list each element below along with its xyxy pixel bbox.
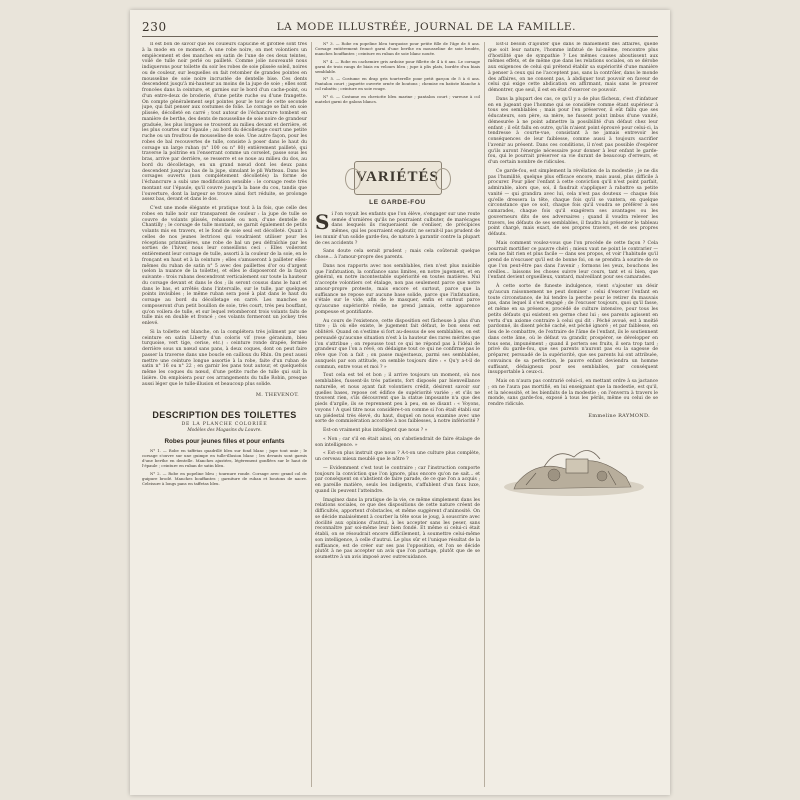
- toilette-description: N° 3. — Robe en popeline bleu turquoise pour petite fille de l'âge de 8 ans. Corsage entièrement froncé garni d'une berthe en mousseline de soie brodée, manches bouffantes ; ceinture en ruban de soie blanc nouée.: [315, 42, 480, 56]
- banner-text: VARIÉTÉS: [356, 169, 439, 186]
- article-paragraph: Dans nos rapports avec nos semblables, rien n'est plus nuisible que l'infatuation, la confiance sans limites, en notre jugement, et en général, en notre incontestable supériorité en toutes matières. Nul n'accepte volontiers cet étalage, non pas seulement parce que notre amour-propre proteste, mais encore et surtout, parce que la suffisance ne repose sur aucune base solide, parce que l'infatuation, s'étale sur le vide, afin de le masquer, enfin et surtout parce qu'aucune supériorité réelle, ne prend jamais, cette apparence pompeuse et pontifiante.: [315, 263, 480, 315]
- article-paragraph: Mais comment voulez-vous que l'on procède de cette façon ? Cela pourrait mortifier ce pauvre chéri ; mieux vaut ne point le contrarier — cela ne fait rien et plus facile — dans ses propos, et voir l'habitude qu'il prend de n'excuser qu'il est de bonne foi, on se prendra à sourire de ce que l'on peut-être pas dans l'avenir ; formons les yeux, bouchons les oreilles... laissons les choses suivre leur cours, tant et si bien, que l'enfant devient orgueilleux, vantard, malveillant pour ses camarades.: [488, 240, 658, 281]
- author-signature: M. THEVENOT.: [255, 392, 299, 399]
- article-paragraph: Dans la plupart des cas, ce qu'il y a de plus fâcheux, c'est d'infatuer en en jugeant que l'homme qui se considère comme étant supérieur à tous ses semblables ; mais pour l'en préserver, il eût fallu que ses éducateurs, son père, sa mère, ne fussent point imbus d'une vanité, démesurée à ne point admettre la possibilité d'un défaut chez leur enfant ; il eût fallu en outre, qu'ils n'aient point éprouvé pour celui-ci, la tendresse à courte-vue, consistant à ne jamais entrevoir les conséquences de leur faiblesse, comme aussi à toujours sacrifier l'avenir au présent. Dans ces conditions, il n'est pas possible d'espérer qu'ils auront l'énergie nécessaire pour donner à leur enfant le garde-fou, qui le pourrait préserver sa vie durant de beaucoup d'erreurs, et d'un certain nombre de ridicules.: [488, 96, 658, 165]
- column-divider: [311, 42, 312, 787]
- column-middle: [315, 42, 480, 792]
- section-title: DESCRIPTION DES TOILETTES: [152, 410, 297, 421]
- article-paragraph: — Evidemment c'est tout le contraire ; car l'instruction comporte toujours la conviction que l'on ignore, plus encore qu'on ne sait... et par conséquent on s'abstient de faire parade, de ce que l'on a acquis ; en pareille matière, seuls les indigents, s'affublent d'un faux luxe, quand ils peuvent l'atteindre.: [315, 465, 480, 494]
- article-paragraph: Imaginez dans la pratique de la vie, ce même simplement dans les relations sociales, ce que des dispositions de cette nature créent de difficultés, apportent d'obstacles, et même suggèrent d'animosité. On se décide malaisément à courber la tête sous le joug, à souscrire avec docilité aux opinions d'autrui, à les accepter sans les peser, sans reconnaître par soi-même leur bien fondé. Et même si celui-ci était établi, on se résoudrait encore difficilement, à soumettre celui-même son intelligence, à celle d'autrui. Le plus sûr et l'unique résultat de la suffisance, est de créer sur ses pas l'opposition, et l'on se décide plutôt à ne pas accepter un avis que l'on partage, plutôt que de se soumettre à un avis imposé avec outrecuidance.: [315, 497, 480, 561]
- toilette-description: N° 2. — Robe en popeline bleu ; tournure ronde. Corsage avec grand col de guipure brodé. Manches bouffantes ; garniture de ruban et boutons de nacre. Celeisure à longs pans en taffetas bleu.: [142, 470, 307, 486]
- drop-cap: S: [315, 209, 330, 234]
- article-paragraph: Est-il besoin d'ajouter que dans le maniement des affaires, quelle que soit leur nature, l'homme infatué de lui-même, rencontre plus d'hostilité que de sympathie ? Les mêmes causes aboutissent aux mêmes effets, et de même que dans les relations sociales, on se dérobe aux exigences de celui qui prétend établir sa supériorité d'une manière à penser à ceux qui ne l'acceptent pas, sans la contrôler, dans le monde des affaires, on ne consent pas, à abdiquer tout pouvoir en faveur de celui qui exige cette abdication en affirmant, mais sans le prouver démontrer, que seul, il est en état d'exercer ce pouvoir.: [488, 42, 658, 93]
- section-credit: Modèles des Magasins du Louvre.: [187, 428, 262, 434]
- article-paragraph: À cette sorte de funeste indulgence, vient s'ajouter un désir qu'aucun raisonnement ne peut dominer : celui d'exercer l'enfant en toute circonstance, de lui tendre la perche pour le retirer du mauvais pas, dans lequel il s'est engagé ; de l'excuser toujours, quoi qu'il fasse, et même en sa présence, procédé de culture intensive, pour tous les petits défauts qui existent en germe chez lui ; ses parents agissent en vertu d'un axiome contraire à celui qui dit : Péché avoué, est à moitié pardonné, ils disent péché caché, est péché ignoré ; et par faiblesse, en lieu de le combattre, de l'extraire de l'âme de l'enfant, ils le soutiennent dans cette âme, où le défaut va grandir, prospérer, se développer en tous sens, impunément ; quand il portera ses fruits, il sera trop tard ; privé du garde-fou, que ses parents n'auront pas eu la sagesse de préparer, persuadé de la supériorité, que ses parents lui ont attribuée, convaincu de sa perfection, le pauvre enfant deviendra un homme suffisant, dédaigneux pour ses semblables, par conséquent insupportable à ceux-ci.: [488, 284, 658, 376]
- article-paragraph: Tout cela est tel et bon ; il arrive toujours un moment, où nos semblables, fussent-ils très patients, fort disposés par bienveillance naturelle, et nous ayant fait volontiers crédit, désirent savoir sur quelles bases, repose cet édifice de supériorité variée ; et s'ils ne trouvent rien, s'ils découvrent que la statue imposante n'a que des pieds d'argile, ils se reprennent peu à peu, en se disant : « Voyons, voyons ! A quel titre nous considère-t-on comme si l'on était établi sur un piédestal très élevé, du haut, duquel on nous examine avec une sorte de commisération accordée à nos faiblesses, à notre infériorité ?: [315, 373, 480, 425]
- section-heading: Robes pour jeunes filles et pour enfants: [164, 438, 285, 446]
- toilette-description: N° 6. — Costume en cheviotte bleu marine ; pantalon court ; vareuse à col matelot garni de galons blancs.: [315, 94, 480, 105]
- column-right: [488, 42, 658, 792]
- page-header: [142, 18, 658, 37]
- article-paragraph: Est-on vraiment plus intelligent que nous ? »: [323, 428, 428, 434]
- toilette-description: N° 5. — Costume en drap gris tourterelle pour petit garçon de 5 à 6 ans. Pantalon court ; jaquette ouverte ornée de boutons ; chemise en batiste blanche à col rabattu ; ceinture en soie rouge.: [315, 76, 480, 92]
- varietes-banner: [354, 161, 442, 195]
- fashion-paragraph: Il est bon de savoir que les couleurs capucine et giroflée sont très à la mode en ce moment. A une robe noire, on met volontiers un empiècement et des manches en satin de l'une de ces deux teintes, voilé de tulle noir perlé ou pailleté. Comme jolie nouveauté nous indiquerons pour toilette du soir les robes de soie plissée soleil, noires ou de couleur, sur lesquelles on fait retomber de grandes pointes en mousseline de soie noire incrustée de dentelle bise. Ces dents descendent jusqu'à mi-hauteur au moins de la jupe de soie ; elles sont froncées dans la ceinture, et garnies sur le bord d'un cache-point, ou d'un entre-deux de broderie, d'une petite ruche ou d'une frangette. On compte généralement sept pointes pour le tour de cette seconde jupe, qui fait penser aux costumes de folie. Le corsage se fait en soie plissée, décolleté en carré ; tout autour de l'échancrure tombent en manière de berthe, des dents de mousseline de soie noire de grandeur graduée, les plus longues se trouvent au milieu devant et derrière, et les plus courtes sur l'épaule ; au bord du décolletage court une petite ruche ou un froufrou de mousseline de soie. Une autre façon, pour les robes de bal recouvertes de tulle, consiste à poser dans le haut du corsage un large ruban (n° 100 ou n° 80) entièrement pailleté, qui traverse la poitrine en l'enserrant comme un corselet, passe sous les bras, arrive par derrière, se resserre et se noue au milieu du dos, au bord du décolletage, en un grand nœud dont les deux pans descendent jusqu'au bas de la jupe, simulant le pli Watteau. Dans les corsages ouverts (non complètement décolletés) la forme de l'échancrure a subi une modification sensible : le corsage reste très montant sur l'épaule, qu'il couvre jusqu'à la base du cou, tandis que l'ouverture, dont la largeur se trouve ainsi fort réduite, se prolonge assez bas, devant et dans le dos.: [142, 42, 307, 203]
- article-paragraph: Ce garde-fou, est simplement la révélation de la modestie ; je ne dis pas l'humilité, quelque plus efficace encore, mais aussi, plus difficile à procurer. Pour plier l'enfant à cette conviction qu'il n'est point parfait, admirable, alors que, soi, il faudrait s'appliquer à rabattre sa petite vanité — qui grandira avec lui, cela n'est pas douteux — chaque fois qu'elle dressera la tête, chaque fois qu'il se vantera, en quelque circonstance que ce soit, chaque fois qu'il voudra se préférer à ses camarades, chaque fois qu'il exagérera ses avantages ou les gouverneurs dits de ses adversaires ; quand il voudra relever les travers, les défauts de ses semblables, il faudra lui présenter le tableau point chargé, mais exact, de ses propres travers, et de ses propres défauts.: [488, 168, 658, 237]
- article-paragraph: Au cours de l'existence, cette disposition est fâcheuse à plus d'un titre ; là où elle existe, le jugement fait défaut, le bon sens est oblitéré. Quand on s'estime si fort au-dessus de ses semblables, on est persuadé qu'aucune situation n'est à la hauteur des rares mérites que l'on s'attribue ; on repousse tout ce qui ne répond pas à l'idéal de grandeur que l'on a rêvé, on dédaigne tout ce qui ne confirme pas le rêve que l'on a fait ; on passe majestueux, parmi ses semblables, auxquels par son attitude, on semble toujours dire : « Qu'y a-t-il de commun, entre vous et moi ? »: [315, 318, 480, 370]
- article-paragraph: « Est-on plus instruit que nous ? A-t-on une culture plus complète, un cerveau mieux meublé que le nôtre ?: [315, 451, 480, 463]
- article-paragraph: Sans doute cela serait prudent ; mais cela coûterait quelque chose... à l'amour-propre des parents.: [315, 249, 480, 261]
- page-number: 230: [142, 20, 167, 34]
- decorative-vignette: [496, 429, 651, 499]
- fashion-paragraph: Si la toilette est blanche, on la complétera très joliment par une ceinture en satin Liberty d'un coloris vif (rose géranium, bleu turquoise, vert tige, cerise, etc.) : ceinture ronde drapée, fermée derrière sous un nœud sans pans, à deux coques, dont on peut faire passer la traverse dans une boucle en cailloux du Rhin. On peut aussi mettre une ceinture longue assortie à la robe, faite d'un ruban de satin n° 16 ou n° 22 ; en garnir les pans tout autour, et quelquefois même les coques du nœud, d'une petite ruche de tulle qui suit la lisière. On emploiera pour ces arrangements du tulle Robin, presque aussi léger que le tulle-illusion et beaucoup plus solide.: [142, 329, 307, 387]
- article-title: LE GARDE-FOU: [369, 198, 426, 206]
- article-paragraph: « Non ; car s'il en était ainsi, on s'abstiendrait de faire étalage de son intelligence. »: [315, 436, 480, 448]
- publication-title: LA MODE ILLUSTRÉE, JOURNAL DE LA FAMILLE.: [276, 21, 577, 33]
- fashion-paragraph: C'est une mode élégante et pratique tout à la fois, que celle des robes en tulle noir sur transparent de couleur : la jupe de tulle se couvre de volants plissés, rehaussés ou non, d'une dentelle de Chantilly ; le corsage de tulle montant, se garnit également de petits volants mis en travers, et le fond de soie seul est décolleté. Quant à celles de nos jeunes lectrices qui voudraient utiliser pour les réceptions printanières, une robe de bal un peu défraîchie par les sorties de l'hiver, nous leur conseillons ceci : Elles voileront entièrement leur corsage de tulle, assorti à la couleur de la soie, en le fronçant en haut et à la ceinture ; elles s'amuseront à pailleter elles-mêmes du ruban de satin n° 5 avec des paillettes d'or ou d'argent (selon la nuance de la toilette), et elles le disposeront de la façon suivante : trois rubans descendront verticalement sur toute la hauteur du corsage devant et dans le dos ; ils seront cousus dans le haut et dans le bas, et arrêtés dans l'intervalle, sur le tulle, par quelques points invisibles ; le même ruban sera posé à plat dans le haut du corsage au bord du décolletage en carré. Les manches se composeront d'un petit bouillon de soie, très court, très peu bouffant, qu'on voilera de tulle, et sur lequel retomberont trois volants faits de tulle mis en double et froncé ; ces volants formeront un jockey très enlevé.: [142, 206, 307, 326]
- section-subtitle: DE LA PLANCHE COLORIÉE: [181, 422, 268, 428]
- column-divider: [484, 42, 485, 787]
- article-paragraph: Mais on n'aura pas contrarié celui-ci, en mettant ordre à sa jactance ; on ne l'aura pas mortifié, en lui enseignant que la modestie, est qu'il, et la nécessité, et les bienfaits de la modestie ; on l'enverra à travers le monde, sans garde-fou, exposé à tous les périls, même ou celui de se rendre ridicule.: [488, 379, 658, 407]
- column-left: [142, 42, 307, 792]
- article-first-paragraph: Si l'on voyait les enfants que l'on élève, s'engager sur une route semée d'ornières qu'ils ne pourraient culbuter, de marécages dans lesquels ils risqueraient de s'enliser, de précipices mêmes, qui les pourraient engloutir, ne serait-il pas prudent de les munir d'un solide garde-fou, de nature à garantir contre la plupart de ces accidents ?: [315, 209, 480, 246]
- toilette-description: N° 4. — Robe en cachemire gris ardoise pour fillette de 4 à 6 ans. Le corsage garni de trois rangs de biais en velours bleu ; jupe à plis plats, bordée d'un biais semblable.: [315, 58, 480, 74]
- vignette-illustration: [496, 429, 651, 499]
- author-signature: Emmeline RAYMOND.: [588, 412, 650, 419]
- toilette-description: N° 1. — Robe en taffetas quadrillé bleu sur fond blanc ; jupe tout unie ; le corsage s'ouvre sur une guimpe en tulle-illusion blanc ; les devants sont garnis d'une berthe en dentelle. Manches ajustées, légèrement gonflées sur le haut de l'épaule ; ceinture en ruban de satin bleu.: [142, 448, 307, 468]
- magazine-page: [130, 10, 670, 795]
